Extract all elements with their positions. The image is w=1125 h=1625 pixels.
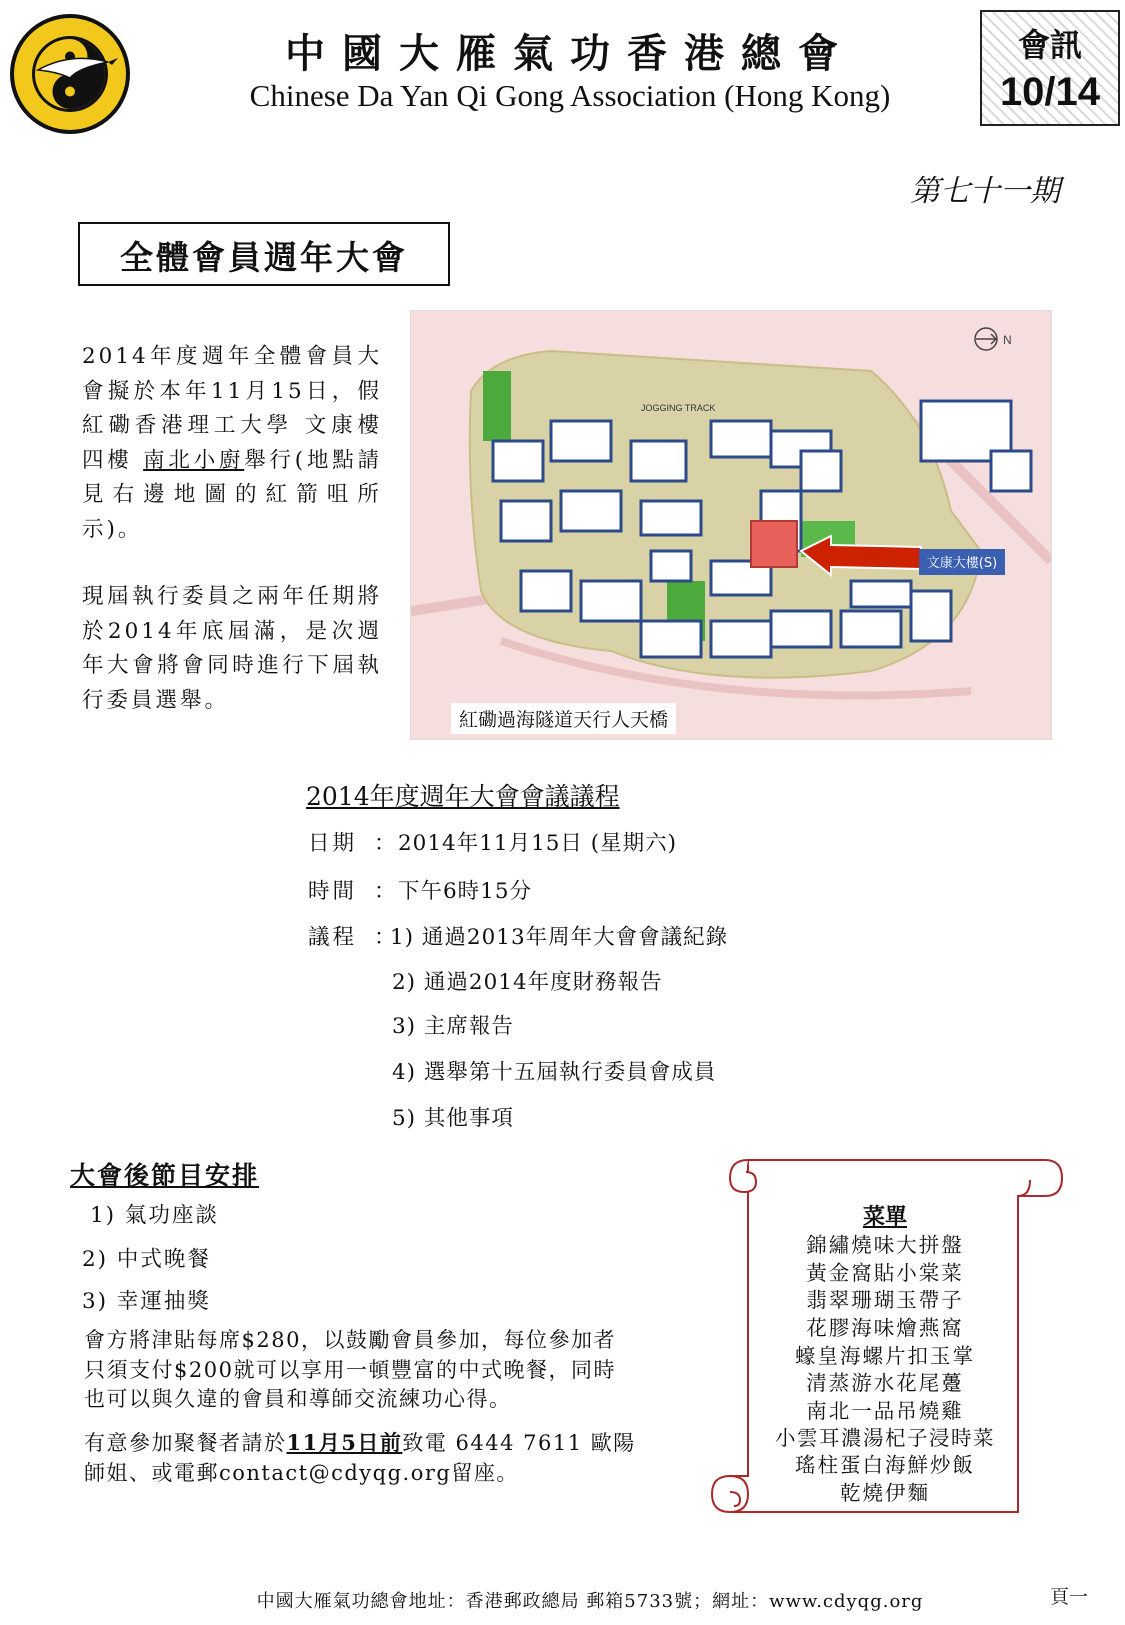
issue-period: 第七十一期 bbox=[910, 174, 1060, 209]
menu-item: 瑤柱蛋白海鮮炒飯 bbox=[795, 1453, 975, 1477]
time-label: 時間 bbox=[308, 879, 358, 904]
agenda-title: 2014年度週年大會會議議程 bbox=[306, 782, 620, 811]
agenda-item: 3) 主席報告 bbox=[392, 1014, 514, 1039]
campus-map bbox=[410, 310, 1052, 740]
contact-line bbox=[84, 1428, 636, 1458]
intro-text-a: 2014年度週年全體會員大會擬於本年11月15日，假紅磡香港理工大學 文康樓四樓 bbox=[82, 344, 382, 473]
issue-label: 會訊 bbox=[1017, 26, 1082, 64]
contact-line-2: 師姐、或電郵contact@cdyqg.org留座。 bbox=[84, 1461, 519, 1485]
section-title: 全體會員週年大會 bbox=[120, 238, 408, 277]
date-colon: ： bbox=[374, 831, 397, 856]
intro-paragraph-meeting bbox=[82, 340, 382, 547]
page-number: 頁一 bbox=[1050, 1586, 1089, 1608]
program-item: 3) 幸運抽獎 bbox=[82, 1289, 211, 1314]
jogging-track-label: JOGGING TRACK bbox=[641, 403, 716, 413]
date-label: 日期 bbox=[308, 831, 358, 856]
agenda-colon: ： bbox=[374, 925, 397, 950]
campus-map-drawing bbox=[411, 311, 1051, 739]
menu-title: 菜單 bbox=[862, 1204, 907, 1230]
agenda-items-label: 議程 bbox=[308, 925, 358, 950]
menu-item: 小雲耳濃湯杞子浸時菜 bbox=[775, 1426, 995, 1450]
program-item: 1) 氣功座談 bbox=[90, 1203, 219, 1228]
intro-paragraph-election: 現屆執行委員之兩年任期將於2014年底屆滿，是次週年大會將會同時進行下屆執行委員選舉。 bbox=[82, 584, 382, 713]
association-title-chinese: 中國大雁氣功香港總會 bbox=[285, 30, 855, 77]
menu-item: 花膠海味燴燕窩 bbox=[806, 1316, 964, 1340]
subsidy-line: 也可以與久違的會員和導師交流練功心得。 bbox=[84, 1387, 512, 1411]
association-logo bbox=[8, 12, 132, 136]
footer-address: 中國大雁氣功總會地址：香港郵政總局 郵箱5733號；網址：www.cdyqg.org bbox=[256, 1591, 924, 1612]
menu-item: 南北一品吊燒雞 bbox=[806, 1399, 964, 1423]
subsidy-line: 會方將津貼每席$280，以鼓勵會員參加，每位參加者 bbox=[84, 1328, 616, 1352]
time-colon: ： bbox=[374, 879, 397, 904]
agenda-item: 2) 通過2014年度財務報告 bbox=[392, 970, 663, 995]
program-title: 大會後節目安排 bbox=[70, 1161, 260, 1190]
menu-item: 翡翠珊瑚玉帶子 bbox=[806, 1288, 964, 1312]
contact-text-b: 致電 6444 7611 歐陽 bbox=[402, 1431, 636, 1455]
rsvp-deadline: 11月5日前 bbox=[286, 1430, 403, 1455]
agenda-item: 5) 其他事項 bbox=[392, 1106, 514, 1131]
map-caption: 紅磡過海隧道天行人天橋 bbox=[451, 703, 676, 734]
agenda-item: 4) 選舉第十五屆執行委員會成員 bbox=[392, 1060, 717, 1085]
subsidy-line: 只須支付$200就可以享用一頓豐富的中式晚餐，同時 bbox=[84, 1358, 616, 1382]
menu-item: 錦繡燒味大拼盤 bbox=[806, 1233, 964, 1257]
menu-item: 清蒸游水花尾躉 bbox=[806, 1371, 964, 1395]
north-label: N bbox=[1003, 333, 1012, 347]
menu-item: 蠔皇海螺片扣玉掌 bbox=[795, 1344, 975, 1368]
menu-item: 乾燒伊麵 bbox=[840, 1481, 930, 1505]
issue-number: 10/14 bbox=[999, 70, 1101, 114]
program-item: 2) 中式晚餐 bbox=[82, 1247, 211, 1272]
time-value: 下午6時15分 bbox=[398, 879, 533, 904]
menu-item: 黃金窩貼小棠菜 bbox=[806, 1261, 964, 1285]
agenda-item: 1) 通過2013年周年大會會議紀錄 bbox=[390, 925, 729, 950]
venue-name: 南北小廚 bbox=[143, 447, 245, 473]
contact-text-a: 有意參加聚餐者請於 bbox=[84, 1431, 287, 1455]
association-title-english: Chinese Da Yan Qi Gong Association (Hong Kong) bbox=[249, 78, 891, 113]
section-title-box bbox=[78, 222, 450, 286]
issue-badge bbox=[980, 10, 1120, 126]
target-building-label: 文康大樓(S) bbox=[926, 556, 998, 571]
intro-text-b: 舉行(地點請見右邊地圖的紅箭咀所示)。 bbox=[82, 447, 382, 542]
date-value: 2014年11月15日 (星期六) bbox=[398, 831, 678, 856]
